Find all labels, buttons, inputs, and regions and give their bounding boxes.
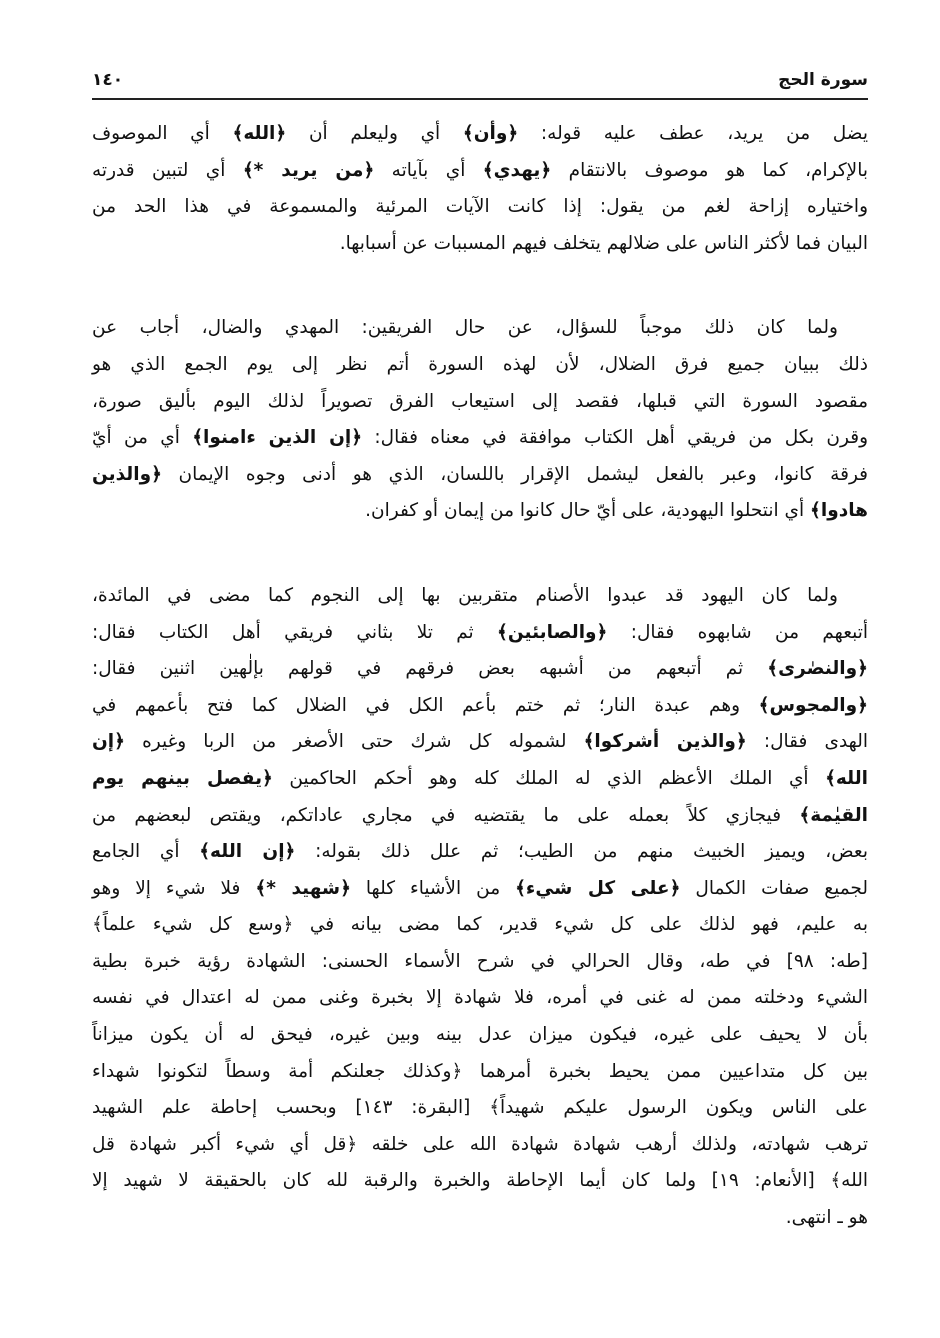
text-segment: من الأشياء كلها	[350, 877, 516, 899]
text-line	[92, 1054, 868, 1091]
text-segment: ثم تلا بثاني فريقي أهل الكتاب فقال:	[92, 621, 498, 643]
text-segment: فرقة كانوا، وعبر بالفعل ليشمل الإقرار باللسان، الذي هو أدنى وجوه الإيمان	[161, 463, 868, 485]
text-line	[92, 761, 868, 798]
quran-quote: ﴿شهيد *﴾	[255, 877, 351, 899]
quran-quote: الله﴾	[825, 767, 868, 789]
text-line	[92, 384, 868, 421]
text-segment: أي لتبين قدرته	[92, 159, 243, 181]
text-line	[92, 226, 868, 263]
text-segment: ذلك ببيان جميع فرق الضلال، لأن لهذه السورة أتم نظر إلى يوم الجمع الذي هو	[92, 353, 868, 375]
running-header	[92, 64, 868, 100]
quran-quote: ﴿والصابئين﴾	[497, 621, 608, 643]
quran-quote: ﴿وأن﴾	[462, 123, 519, 144]
text-segment: أتبعهم من شابهوه فقال:	[607, 621, 868, 643]
text-line	[92, 907, 868, 944]
text-segment: هو ـ انتهى.	[785, 1207, 868, 1229]
quran-quote: ﴿إن	[92, 731, 125, 753]
text-line	[92, 189, 868, 226]
page-body	[92, 116, 868, 1285]
text-line	[92, 688, 868, 725]
text-segment: [طه: ٩٨] في طه، وقال الحرالي في شرح الأسماء الحسنى: الشهادة رؤية خبرة بطية	[92, 950, 868, 972]
text-segment: لجميع صفات الكمال	[680, 877, 868, 899]
text-segment: الله﴾ [الأنعام: ١٩] ولما كان أيما الإحاطة والخبرة والرقبة لله كان بالحقيقة لا شهيد إلا	[92, 1170, 868, 1192]
paragraph	[92, 310, 868, 530]
text-segment: بعض، ويميز الخبيث منهم من الطيب؛ ثم علل ذلك بقوله:	[295, 841, 868, 863]
text-segment: ولما كان اليهود قد عبدوا الأصنام متقربين بها إلى النجوم كما مضى في المائدة،	[92, 584, 838, 606]
text-segment: بالإكرام، كما هو موصوف بالانتقام	[551, 159, 868, 181]
text-segment: يضل من يريد، عطف عليه قوله:	[518, 123, 868, 144]
text-segment: وهم عبدة النار؛ ثم ختم بأعم الكل في الضلال كما فتح بأعمهم في	[92, 694, 759, 716]
text-line	[92, 1127, 868, 1164]
text-segment: بين كل متداعيين ممن يحيط بخبرة أمرهما ﴿وكذلك جعلنكم أمة وسطاً لتكونوا شهداء	[92, 1060, 868, 1082]
text-segment: أي الملك الأعظم الذي له الملك كله وهو أحكم الحاكمين	[272, 767, 826, 789]
text-segment: فيجازي كلاً بعمله على ما يقتضيه في مجاري عاداتكم، ويقتص لبعضهم من	[92, 804, 800, 826]
text-segment: به عليم، فهو لذلك على كل شيء قدير، كما مضى بيانه في ﴿وسع كل شيء علماً﴾	[92, 914, 868, 936]
text-segment: على الناس ويكون الرسول عليكم شهيداً﴾ [البقرة: ١٤٣] وبحسب إحاطة علم الشهيد	[92, 1097, 868, 1119]
text-line	[92, 420, 868, 457]
quran-quote: القيٰمة﴾	[799, 804, 868, 826]
text-line	[92, 615, 868, 652]
text-segment: أي وليعلم أن	[286, 123, 463, 144]
text-line	[92, 651, 868, 688]
text-line	[92, 457, 868, 494]
text-segment: ثم أتبعهم من أشبهه بعض فرقهم في قولهم بإلٰهين اثنين فقال:	[92, 658, 768, 680]
text-line	[92, 1163, 868, 1200]
text-line	[92, 153, 868, 190]
text-segment: مقصود السورة التي قبلها، فقصد إلى استيعاب الفرق تصويراً لذلك اليوم بأليق صورة،	[92, 390, 868, 412]
quran-quote: ﴿يهدي﴾	[482, 159, 552, 181]
quran-quote: ﴿على كل شيء﴾	[515, 877, 681, 899]
quran-quote: ﴿والذين	[92, 463, 162, 485]
text-segment: واختياره إزاحة لغم من يقول: إذا كانت الآيات المرئية والمسموعة في هذا الحد من	[92, 196, 868, 218]
text-line	[92, 493, 868, 530]
quran-quote: ﴿يفصل بينهم يوم	[92, 767, 273, 789]
text-segment: الشيء ودخلته ممن له غنى في أمره، فلا شهادة إلا بخبرة وغنى ممن له اعتدال في نفسه	[92, 987, 868, 1009]
quran-quote: ﴿الله﴾	[232, 123, 287, 144]
text-line	[92, 980, 868, 1017]
text-segment: أي الجامع	[92, 841, 200, 863]
text-line	[92, 310, 868, 347]
text-line	[92, 944, 868, 981]
text-segment: الهدى فقال:	[746, 731, 868, 753]
text-line	[92, 578, 868, 615]
quran-quote: ﴿والذين أشركوا﴾	[583, 731, 747, 753]
text-line	[92, 1200, 868, 1237]
quran-quote: هادوا﴾	[810, 500, 868, 522]
quran-quote: ﴿والنصٰرى﴾	[767, 658, 868, 680]
quran-quote: ﴿إن الله﴾	[199, 841, 296, 863]
text-line	[92, 116, 868, 153]
text-segment: البيان فما لأكثر الناس على ضلالهم يتخلف فيهم المسببات عن أسبابها.	[339, 232, 868, 254]
surah-title: سورة الحج	[778, 70, 868, 90]
quran-quote: ﴿والمجوس﴾	[758, 694, 868, 716]
quran-quote: ﴿من يريد *﴾	[242, 159, 375, 181]
paragraph	[92, 116, 868, 262]
paragraph	[92, 578, 868, 1237]
text-segment: ترهب شهادته، ولذلك أرهب شهادة شهادة الله على خلقه ﴿قل أي شيء أكبر شهادة قل	[92, 1133, 868, 1155]
text-segment: بأن لا يحيف على غيره، فيكون ميزان عدل بينه وبين غيره، فيحق له أن يكون ميزاناً	[92, 1024, 868, 1046]
text-segment: أي انتحلوا اليهودية، على أيّ حال كانوا من إيمان أو كفران.	[365, 500, 811, 522]
text-segment: أي بآياته	[374, 159, 483, 181]
text-line	[92, 834, 868, 871]
text-segment: وقرن بكل من فريقي أهل الكتاب موافقة في معناه فقال:	[362, 427, 868, 449]
text-line	[92, 724, 868, 761]
text-line	[92, 871, 868, 908]
text-segment: أي من أيّ	[92, 427, 193, 449]
text-segment: لشموله كل شرك حتى الأصغر من الربا وغيره	[124, 731, 584, 753]
text-line	[92, 798, 868, 835]
quran-quote: ﴿إن الذين ءامنوا﴾	[192, 427, 363, 449]
text-line	[92, 1017, 868, 1054]
text-segment: فلا شيء إلا وهو	[92, 877, 256, 899]
text-line	[92, 347, 868, 384]
text-segment: ولما كان ذلك موجباً للسؤال، عن حال الفريقين: المهدي والضال، أجاب عن	[92, 317, 838, 339]
page-number: ١٤٠	[92, 70, 124, 90]
text-segment: أي الموصوف	[92, 123, 233, 144]
text-line	[92, 1090, 868, 1127]
